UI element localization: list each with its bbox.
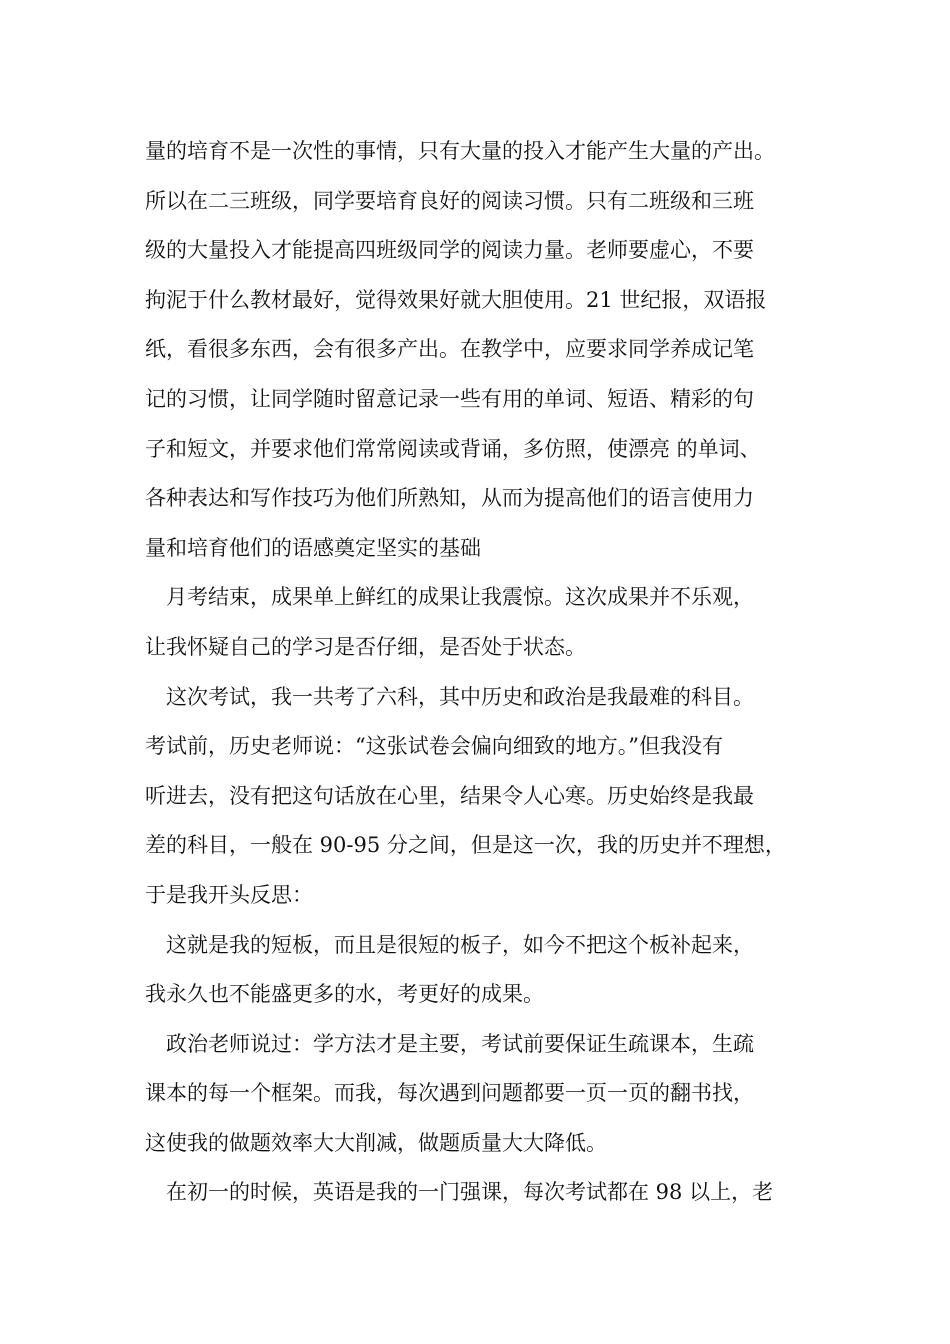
body-text: [145, 127, 845, 1218]
text-line: 子和短文，并要求他们常常阅读或背诵，多仿照，使漂亮 的单词、: [145, 436, 761, 461]
text-line: 各种表达和写作技巧为他们所熟知，从而为提高他们的语言使用力: [145, 486, 754, 511]
paragraph-start-line: 这就是我的短板，而且是很短的板子，如今不把这个板补起来，: [166, 932, 754, 957]
text-line: 记的习惯，让同学随时留意记录一些有用的单词、短语、精彩的句: [145, 386, 754, 411]
text-line: 所以在二三班级，同学要培育良好的阅读习惯。只有二班级和三班: [145, 188, 754, 213]
text-line: 我永久也不能盛更多的水，考更好的成果。: [145, 982, 544, 1007]
text-line: 课本的每一个框架。而我，每次遇到问题都要一页一页的翻书找，: [145, 1081, 754, 1106]
text-line: 差的科目，一般在 90-95 分之间，但是这一次，我的历史并不理想，: [145, 833, 786, 858]
text-line: 量和培育他们的语感奠定坚实的基础: [145, 535, 481, 560]
text-line: 拘泥于什么教材最好，觉得效果好就大胆使用。21 世纪报，双语报: [145, 287, 767, 312]
text-line: 于是我开头反思：: [145, 882, 313, 907]
text-line: 考试前，历史老师说：“这张试卷会偏向细致的地方。”但我没有: [145, 734, 723, 759]
text-line: 听进去，没有把这句话放在心里，结果令人心寒。历史始终是我最: [145, 783, 754, 808]
text-line: 让我怀疑自己的学习是否仔细，是否处于状态。: [145, 634, 586, 659]
text-line: 量的培育不是一次性的事情，只有大量的投入才能产生大量的产出。: [145, 139, 775, 163]
text-line: 级的大量投入才能提高四班级同学的阅读力量。老师要虚心，不要: [145, 238, 754, 263]
text-line: 这使我的做题效率大大削减，做题质量大大降低。: [145, 1130, 607, 1155]
paragraph-start-line: 月考结束，成果单上鲜红的成果让我震惊。这次成果并不乐观，: [166, 585, 754, 610]
paragraph-start-line: 政治老师说过：学方法才是主要，考试前要保证生疏课本，生疏: [166, 1031, 754, 1056]
paragraph-start-line: 在初一的时候，英语是我的一门强课，每次考试都在 98 以上，老: [166, 1180, 774, 1205]
text-line: 纸，看很多东西，会有很多产出。在教学中，应要求同学养成记笔: [145, 337, 754, 362]
paragraph-start-line: 这次考试，我一共考了六科，其中历史和政治是我最难的科目。: [166, 684, 754, 709]
